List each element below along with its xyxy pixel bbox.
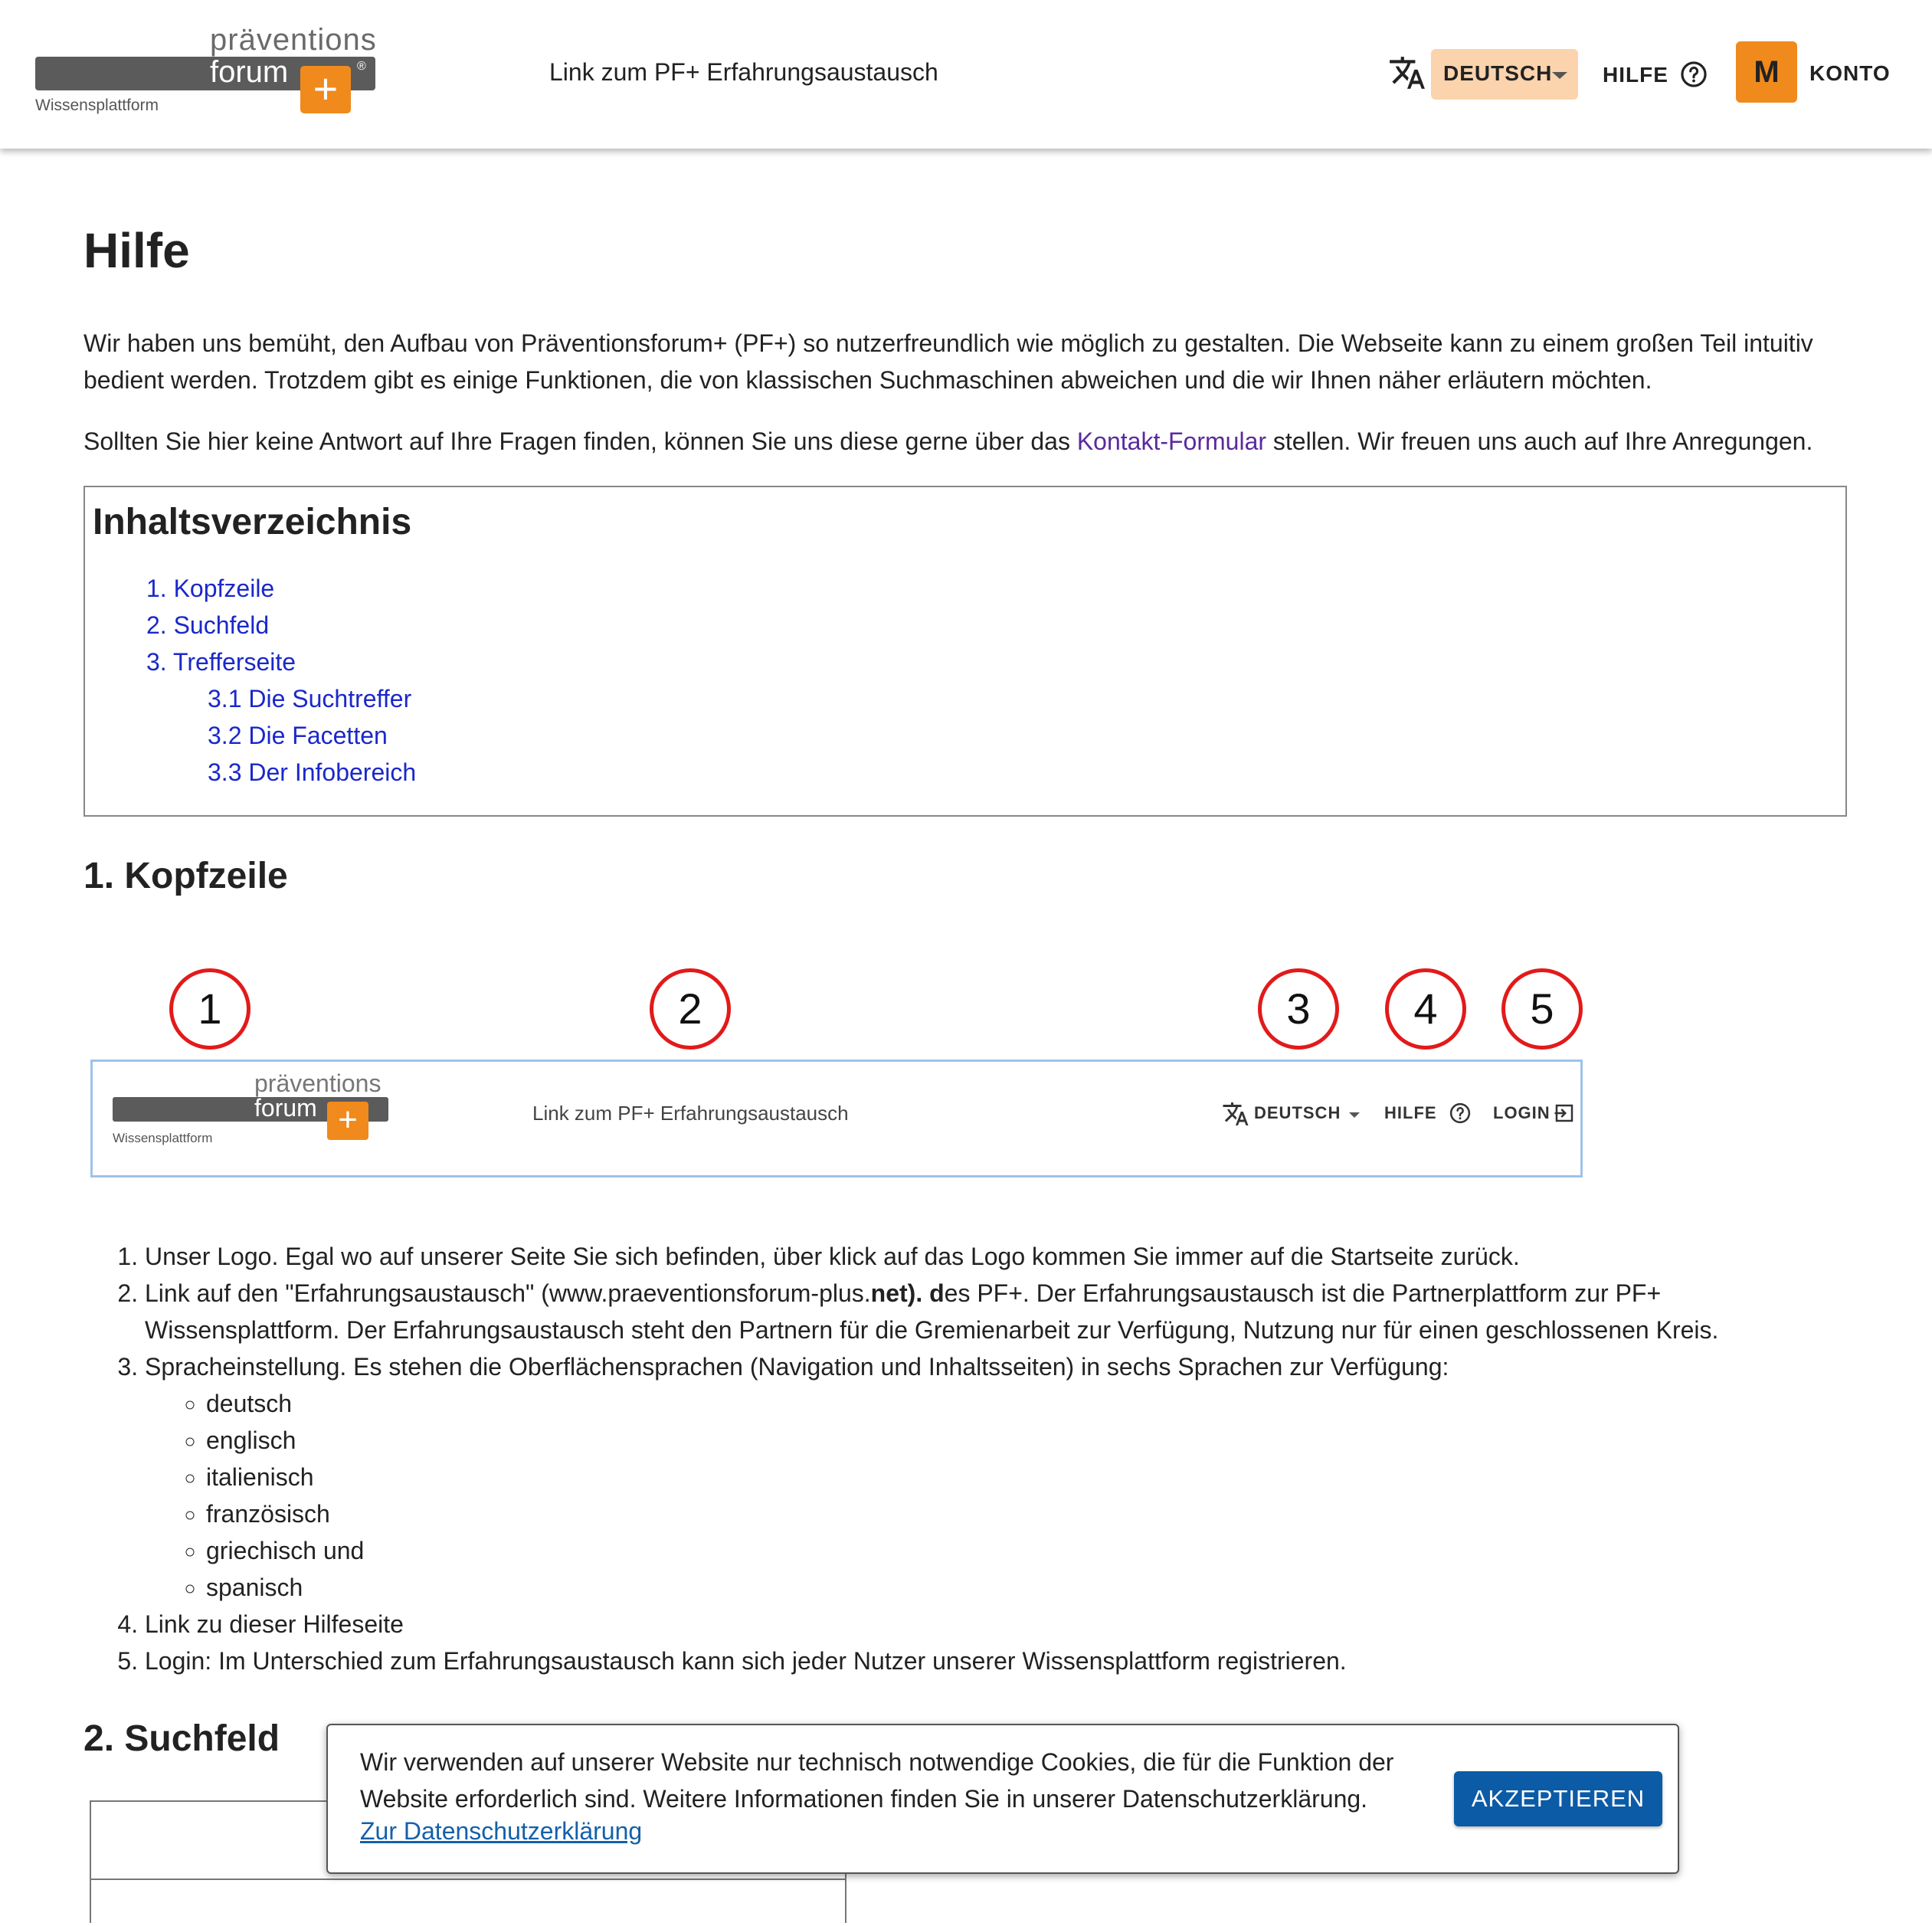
avatar[interactable]: M xyxy=(1736,41,1797,103)
marker-2: 2 xyxy=(650,968,731,1050)
site-logo[interactable] xyxy=(35,23,380,123)
language-item: ◦ französisch xyxy=(206,1495,1861,1532)
marker-5: 5 xyxy=(1501,968,1583,1050)
list-item: 4. Link zu dieser Hilfeseite xyxy=(145,1606,1861,1643)
list-item: 5. Login: Im Unterschied zum Erfahrungsaustausch kann sich jeder Nutzer unserer Wissensplattform registrieren. xyxy=(145,1643,1861,1679)
toc-link-suchtreffer[interactable]: 3.1 Die Suchtreffer xyxy=(208,685,412,712)
language-select[interactable] xyxy=(1431,49,1578,100)
mini-login-icon xyxy=(1553,1102,1576,1125)
contact-form-link[interactable]: Kontakt-Formular xyxy=(1076,427,1267,455)
step2-text-a: Link auf den "Erfahrungsaustausch" (www.praeventionsforum-plus. xyxy=(145,1279,871,1307)
mini-logo-subtitle: Wissensplattform xyxy=(113,1131,213,1145)
toc-link-infobereich[interactable]: 3.3 Der Infobereich xyxy=(208,758,417,786)
step3-text: Spracheinstellung. Es stehen die Oberflächensprachen (Navigation und Inhaltsseiten) in sechs Sprachen zur Verfügung: xyxy=(145,1353,1449,1381)
mini-logo-word-forum: forum xyxy=(254,1094,317,1122)
header-illustration xyxy=(90,968,1584,1183)
cookie-text: Wir verwenden auf unserer Website nur technisch notwendige Cookies, die für die Funktion der Website erforderlich sind. Weitere Informationen finden Sie in unserer Datenschutzerklärung. xyxy=(360,1748,1394,1813)
list-item xyxy=(145,1275,1861,1348)
logo-word-forum: forum xyxy=(210,55,289,89)
contact-paragraph xyxy=(84,423,1845,460)
language-item: ◦ griechisch und xyxy=(206,1532,1861,1569)
logo-plus-icon: + xyxy=(300,66,351,113)
logo-subtitle: Wissensplattform xyxy=(35,97,159,114)
mini-translate-icon xyxy=(1222,1100,1249,1128)
translate-icon[interactable] xyxy=(1388,54,1426,92)
list-item: 1. Unser Logo. Egal wo auf unserer Seite Sie sich befinden, über klick auf das Logo kommen Sie immer auf die Startseite zurück. xyxy=(145,1238,1861,1275)
mini-help-label: HILFE xyxy=(1384,1103,1437,1122)
mini-logo-word-praeventions: präventions xyxy=(254,1069,381,1097)
toc-link-trefferseite[interactable]: 3. Trefferseite xyxy=(146,648,296,676)
language-item: ◦ englisch xyxy=(206,1422,1861,1459)
privacy-policy-link[interactable]: Zur Datenschutzerklärung xyxy=(360,1817,643,1845)
language-select-label: DEUTSCH xyxy=(1443,61,1553,85)
toc-link-facetten[interactable]: 3.2 Die Facetten xyxy=(208,722,388,749)
marker-4: 4 xyxy=(1385,968,1466,1050)
logo-word-praeventions: präventions xyxy=(210,23,377,57)
top-header xyxy=(0,0,1932,149)
language-list xyxy=(145,1385,1861,1606)
language-item: ◦ italienisch xyxy=(206,1459,1861,1495)
language-item: ◦ spanisch xyxy=(206,1569,1861,1606)
mini-logo-plus-icon: + xyxy=(327,1102,368,1140)
mini-chevron-down-icon xyxy=(1349,1112,1360,1118)
page-title: Hilfe xyxy=(84,223,190,278)
cookie-banner xyxy=(326,1724,1679,1874)
section-heading-suchfeld: 2. Suchfeld xyxy=(84,1718,280,1759)
mini-language-label: DEUTSCH xyxy=(1254,1103,1341,1122)
account-button[interactable]: KONTO xyxy=(1809,61,1891,85)
chevron-down-icon xyxy=(1552,72,1567,79)
help-icon xyxy=(1679,60,1708,89)
marker-3: 3 xyxy=(1258,968,1339,1050)
contact-text-before: Sollten Sie hier keine Antwort auf Ihre Fragen finden, können Sie uns diese gerne über das xyxy=(84,427,1077,455)
help-button-label: HILFE xyxy=(1603,63,1668,87)
toc-link-kopfzeile[interactable]: 1. Kopfzeile xyxy=(146,575,275,602)
list-item xyxy=(145,1348,1861,1606)
contact-text-after: stellen. Wir freuen uns auch auf Ihre Anregungen. xyxy=(1266,427,1813,455)
exchange-link[interactable]: Link zum PF+ Erfahrungsaustausch xyxy=(549,58,938,86)
header-screenshot xyxy=(90,1060,1583,1178)
mini-exchange-link: Link zum PF+ Erfahrungsaustausch xyxy=(532,1102,849,1125)
toc-link-suchfeld[interactable]: 2. Suchfeld xyxy=(146,611,270,639)
language-item: ◦ deutsch xyxy=(206,1385,1861,1422)
intro-paragraph: Wir haben uns bemüht, den Aufbau von Präventionsforum+ (PF+) so nutzerfreundlich wie möglich zu gestalten. Die Webseite kann zu einem großen Teil intuitiv bedient werden. Trotzdem gibt es einige Funktionen, die von klassischen Suchmaschinen abweichen und die wir Ihnen näher erläutern möchten. xyxy=(84,329,1813,394)
step2-text-bold: net). d xyxy=(870,1279,945,1307)
table-of-contents xyxy=(84,486,1847,817)
kopfzeile-steps-list xyxy=(84,1238,1861,1679)
accept-cookies-button[interactable]: AKZEPTIEREN xyxy=(1454,1771,1662,1826)
mini-login-label: LOGIN xyxy=(1493,1103,1551,1122)
step2-text-c: es PF+. Der Erfahrungsaustausch ist die Partnerplattform zur PF+ Wissensplattform. Der Erfahrungsaustausch steht den Partnern für die Gremienarbeit zur Verfügung, Nutzung nur für einen geschlossenen Kreis. xyxy=(145,1279,1719,1344)
marker-1: 1 xyxy=(169,968,251,1050)
mini-help-icon xyxy=(1449,1102,1472,1125)
suchfeld-illustration-row xyxy=(91,1879,845,1926)
logo-registered-mark: ® xyxy=(357,60,366,73)
section-heading-kopfzeile: 1. Kopfzeile xyxy=(84,856,288,896)
toc-title: Inhaltsverzeichnis xyxy=(93,502,412,542)
